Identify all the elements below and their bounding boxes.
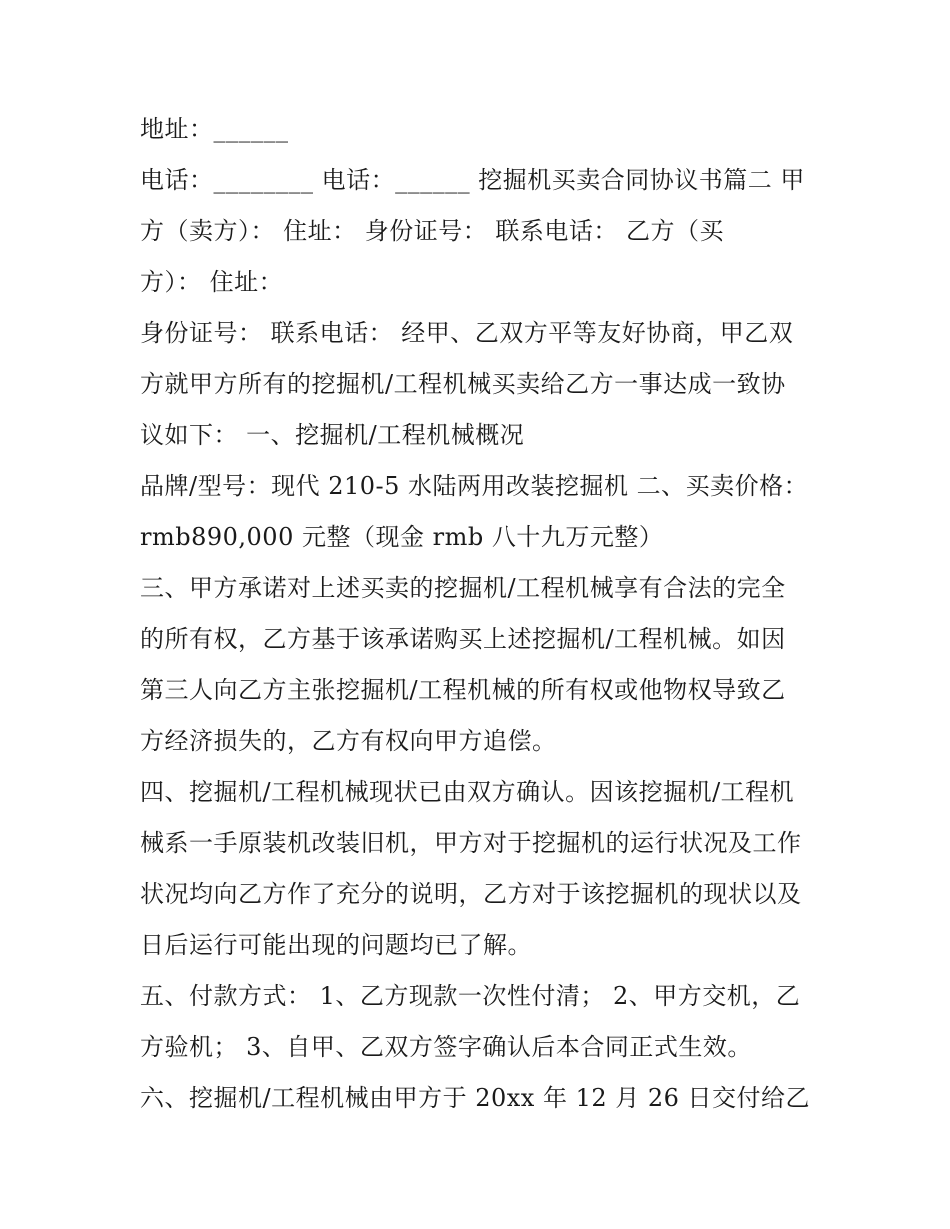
text-line-section-four-a: 四、挖掘机/工程机械现状已由双方确认。因该挖掘机/工程机	[140, 778, 795, 806]
text-line-section-six: 六、挖掘机/工程机械由甲方于 20xx 年 12 月 26 日交付给乙	[140, 1084, 811, 1112]
text-line-address: 地址：______	[140, 115, 289, 143]
text-line-seller: 方（卖方）： 住址： 身份证号： 联系电话： 乙方（买	[140, 217, 725, 245]
text-line-brand-model: 品牌/型号：现代 210-5 水陆两用改装挖掘机 二、买卖价格：	[140, 472, 809, 500]
text-line-section-five-b: 方验机； 3、自甲、乙双方签字确认后本合同正式生效。	[140, 1033, 752, 1061]
text-line-section-five-a: 五、付款方式： 1、乙方现款一次性付清； 2、甲方交机，乙	[140, 982, 801, 1010]
text-line-price: rmb890,000 元整（现金 rmb 八十九万元整）	[140, 523, 664, 551]
document-body	[140, 104, 820, 1124]
text-line-section-three-c: 第三人向乙方主张挖掘机/工程机械的所有权或他物权导致乙	[140, 676, 786, 704]
text-line-section-three-d: 方经济损失的，乙方有权向甲方追偿。	[140, 727, 557, 755]
text-line-section-four-d: 日后运行可能出现的问题均已了解。	[140, 931, 532, 959]
text-line-section-one: 议如下： 一、挖掘机/工程机械概况	[140, 421, 525, 449]
text-line-agreement: 方就甲方所有的挖掘机/工程机械买卖给乙方一事达成一致协	[140, 370, 786, 398]
text-line-phone: 电话：________ 电话：______ 挖掘机买卖合同协议书篇二 甲	[140, 166, 805, 194]
text-line-id-contact: 身份证号： 联系电话： 经甲、乙双方平等友好协商，甲乙双	[140, 319, 794, 347]
text-line-section-three-a: 三、甲方承诺对上述买卖的挖掘机/工程机械享有合法的完全	[140, 574, 786, 602]
text-line-section-three-b: 的所有权，乙方基于该承诺购买上述挖掘机/工程机械。如因	[140, 625, 786, 653]
text-line-section-four-b: 械系一手原装机改装旧机，甲方对于挖掘机的运行状况及工作	[140, 829, 802, 857]
text-line-section-four-c: 状况均向乙方作了充分的说明，乙方对于该挖掘机的现状以及	[140, 880, 802, 908]
text-line-buyer: 方）： 住址：	[140, 268, 284, 296]
